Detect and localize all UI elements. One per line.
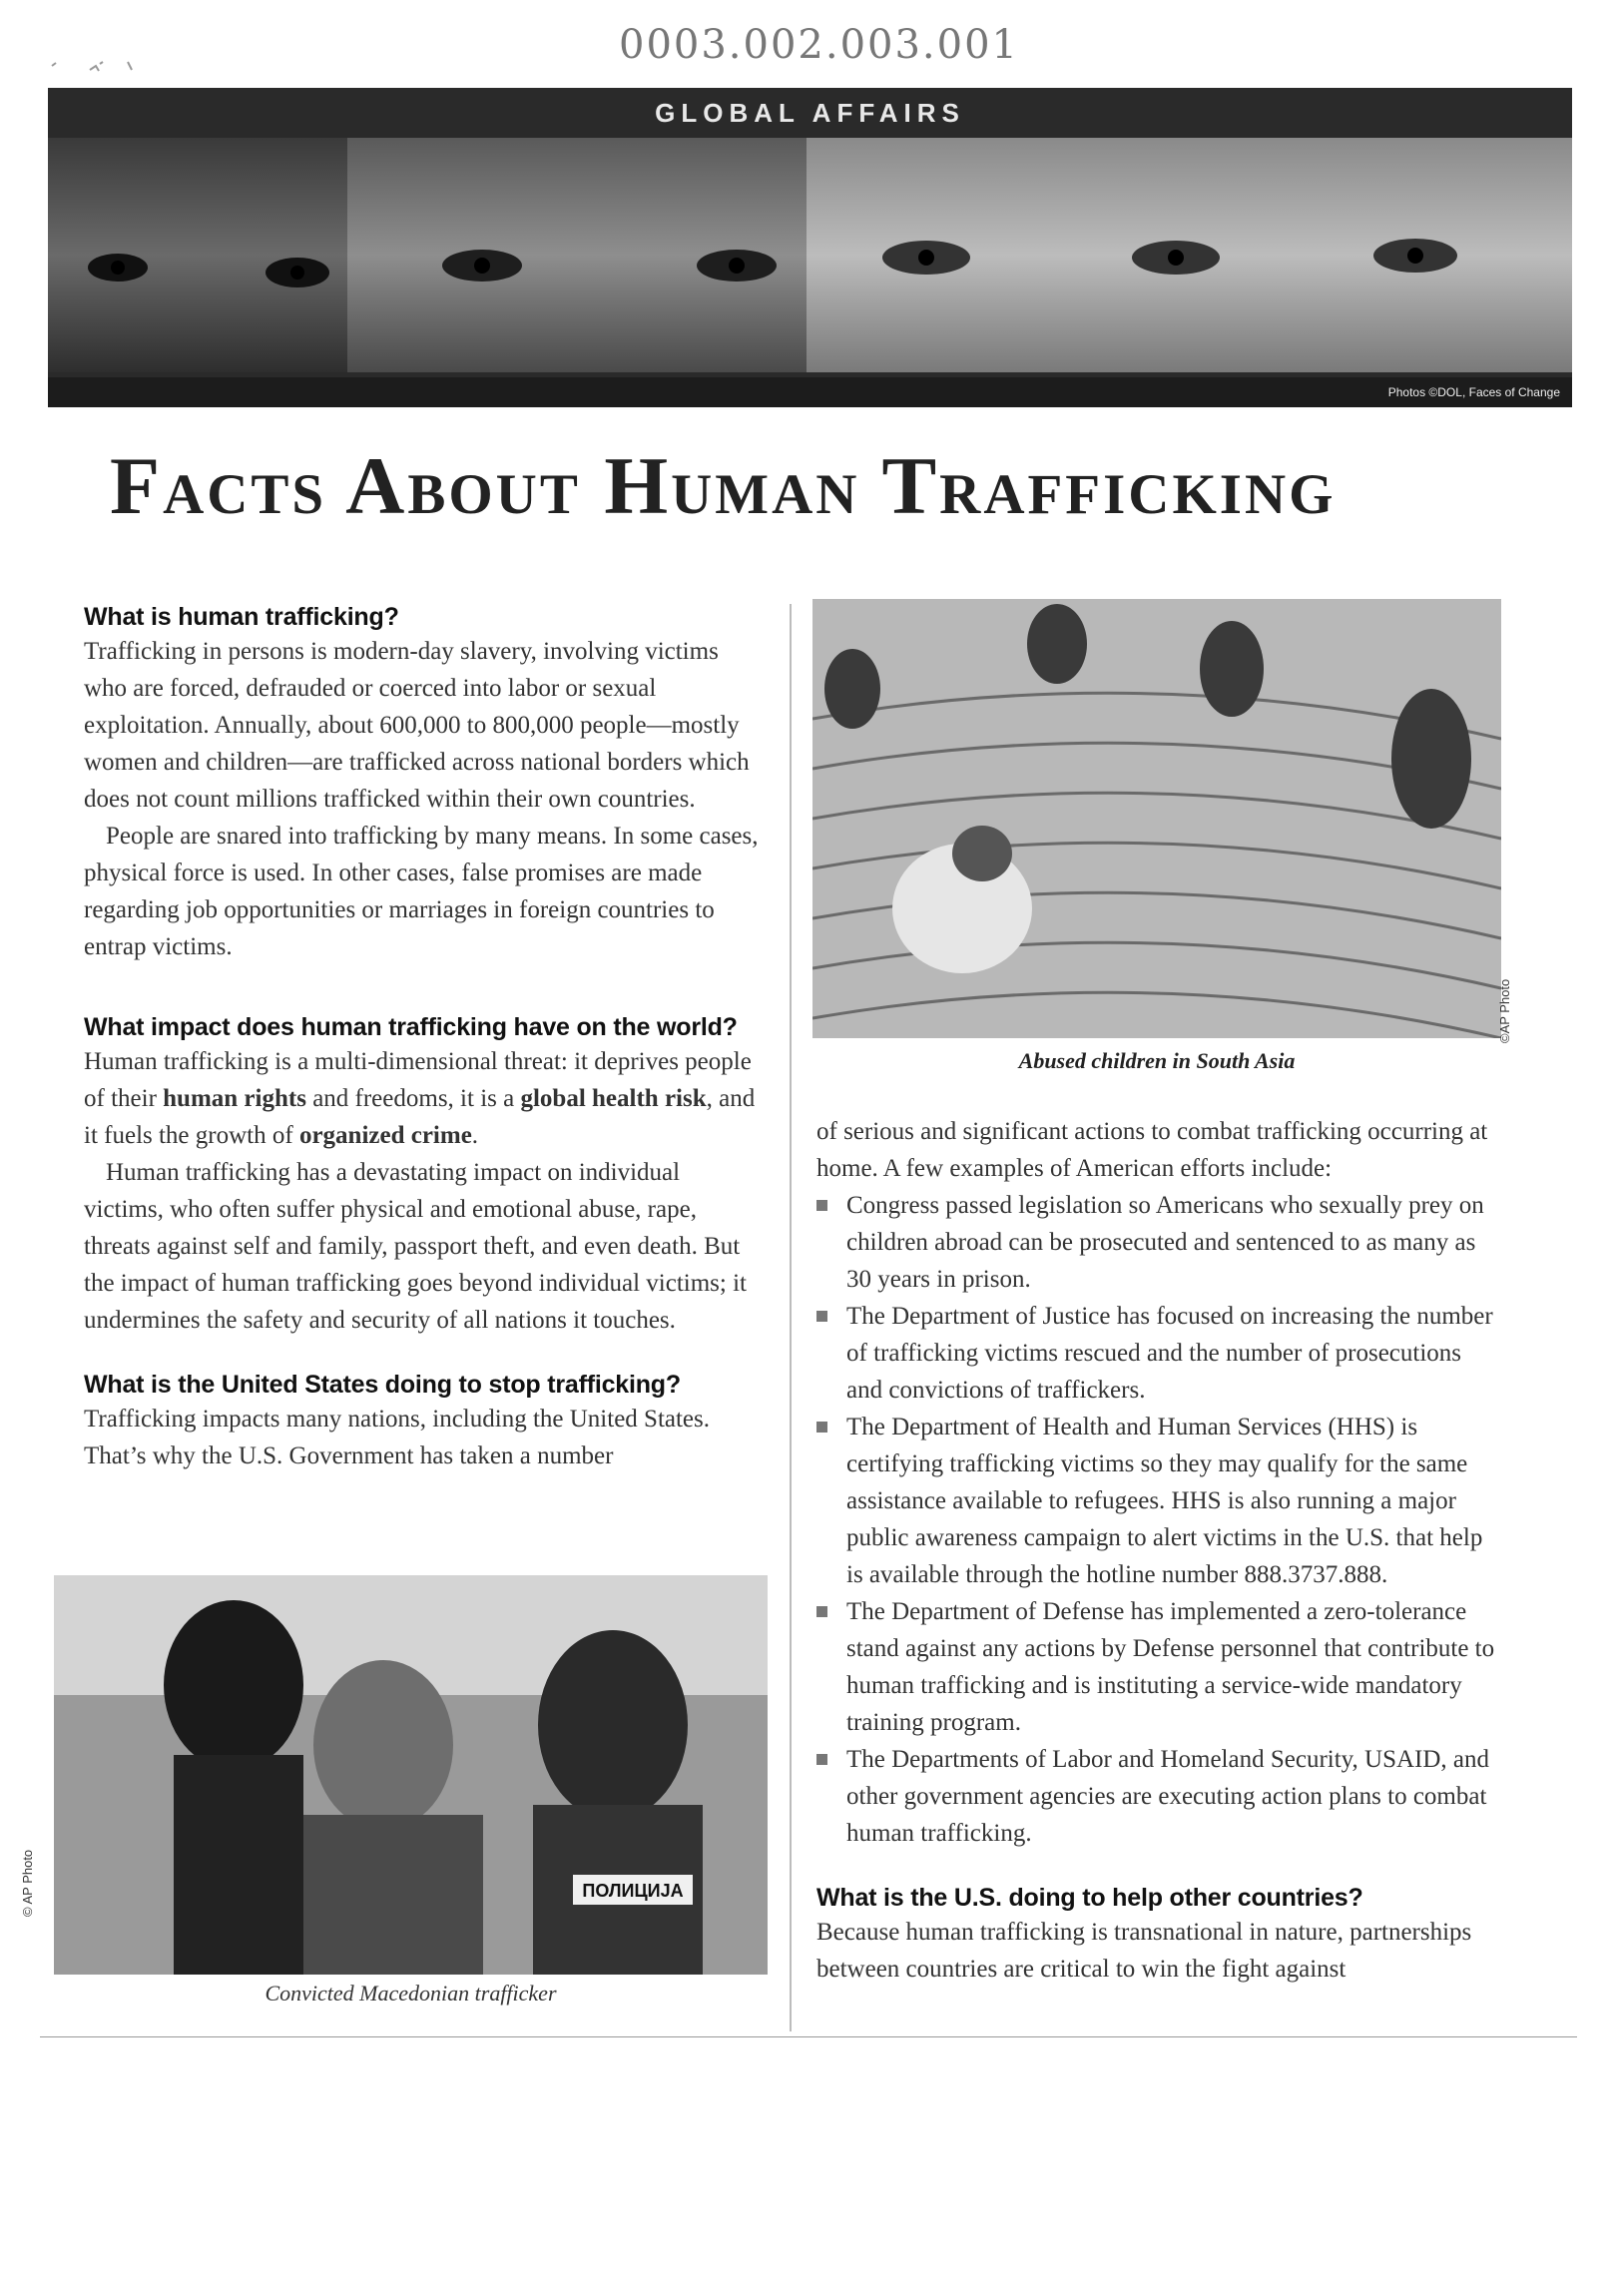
- scan-marks: [40, 50, 160, 80]
- trafficker-photo-caption: Convicted Macedonian trafficker: [265, 1981, 557, 2006]
- children-photo-image: [812, 599, 1501, 1038]
- list-item: Congress passed legislation so Americans who sexually prey on children abroad can be prosecuted and sentenced to as many as 30 years in prison.: [816, 1187, 1495, 1298]
- paragraph: Human trafficking is a multi-dimensional threat: it deprives people of their human rights and freedoms, it is a global health risk, and it fuels the growth of organized crime.: [84, 1048, 756, 1149]
- paragraph: Human trafficking has a devastating impact on individual victims, who often suffer physical and emotional abuse, rape, threats against self and family, passport theft, and even death. But the impact of human trafficking goes beyond individual victims; it undermines the safety and security of all nations it touches.: [84, 1159, 747, 1334]
- header-banner: [48, 88, 1572, 407]
- section-heading: What is the U.S. doing to help other countries?: [816, 1884, 1363, 1912]
- column-divider: [790, 604, 792, 2031]
- list-item: The Department of Health and Human Services (HHS) is certifying trafficking victims so they may qualify for the same assistance available to refugees. HHS is also running a major public awareness campaign to alert victims in the U.S. that help is available through the hotline number 888.3737.888.: [816, 1409, 1495, 1593]
- section-impact: [84, 1011, 763, 1339]
- paragraph: People are snared into trafficking by many means. In some cases, physical force is used. In other cases, false promises are made regarding job opportunities or marriages in foreign countries to entrap victims.: [84, 823, 759, 960]
- paragraph: Trafficking in persons is modern-day slavery, involving victims who are forced, defrauded or coerced into labor or sexual exploitation. Annually, about 600,000 to 800,000 people—mostly women and children—are trafficked across national borders which does not count millions trafficked within their own countries.: [84, 638, 750, 813]
- list-item: The Department of Justice has focused on increasing the number of trafficking victims rescued and the number of prosecutions and convictions of traffickers.: [816, 1298, 1495, 1409]
- trafficker-photo: [54, 1575, 768, 1975]
- section-heading: What is the United States doing to stop trafficking?: [84, 1371, 681, 1399]
- section-heading: What is human trafficking?: [84, 603, 399, 631]
- section-help-other-countries: [816, 1882, 1495, 1988]
- section-what-is-trafficking: [84, 601, 763, 965]
- emphasis-organized-crime: organized crime: [298, 1122, 472, 1149]
- faces-photo-strip: [48, 88, 1572, 407]
- square-bullet-icon: [816, 1754, 827, 1765]
- paragraph: Trafficking impacts many nations, including the United States. That’s why the U.S. Government has taken a number: [84, 1406, 711, 1469]
- square-bullet-icon: [816, 1200, 827, 1211]
- us-efforts-list: [816, 1187, 1495, 1852]
- list-item: The Departments of Labor and Homeland Security, USAID, and other government agencies are executing action plans to combat human trafficking.: [816, 1741, 1495, 1852]
- trafficker-photo-image: [54, 1575, 768, 1975]
- square-bullet-icon: [816, 1422, 827, 1433]
- right-column: [816, 1113, 1495, 1988]
- emphasis-human-rights: human rights: [163, 1085, 306, 1112]
- children-photo-credit: ©AP Photo: [1497, 978, 1512, 1043]
- section-heading: What impact does human trafficking have on the world?: [84, 1013, 738, 1041]
- section-us-efforts: [84, 1369, 763, 1474]
- banner-photo-credit: Photos ©DOL, Faces of Change: [1387, 385, 1560, 399]
- square-bullet-icon: [816, 1311, 827, 1322]
- banner-label: GLOBAL AFFAIRS: [655, 98, 965, 128]
- paragraph: Because human trafficking is transnational in nature, partnerships between countries are critical to win the fight against: [816, 1919, 1472, 1983]
- left-column: [84, 601, 763, 1474]
- trafficker-photo-credit: © AP Photo: [20, 1849, 35, 1917]
- bottom-rule: [40, 2036, 1577, 2037]
- list-item: The Department of Defense has implemented a zero-tolerance stand against any actions by Defense personnel that contribute to human trafficking and is instituting a service-wide mandatory training program.: [816, 1593, 1495, 1741]
- children-photo-caption: Abused children in South Asia: [1018, 1048, 1296, 1073]
- square-bullet-icon: [816, 1606, 827, 1617]
- paragraph: of serious and significant actions to combat trafficking occurring at home. A few examples of American efforts include:: [816, 1118, 1488, 1182]
- emphasis-global-health-risk: global health risk: [520, 1085, 707, 1112]
- children-photo: [812, 599, 1501, 1038]
- archive-number: 0003.002.003.001: [619, 22, 1019, 68]
- page-title: Facts About Human Trafficking: [110, 440, 1337, 531]
- police-vest-text: ПОЛИЦИЈА: [582, 1881, 684, 1901]
